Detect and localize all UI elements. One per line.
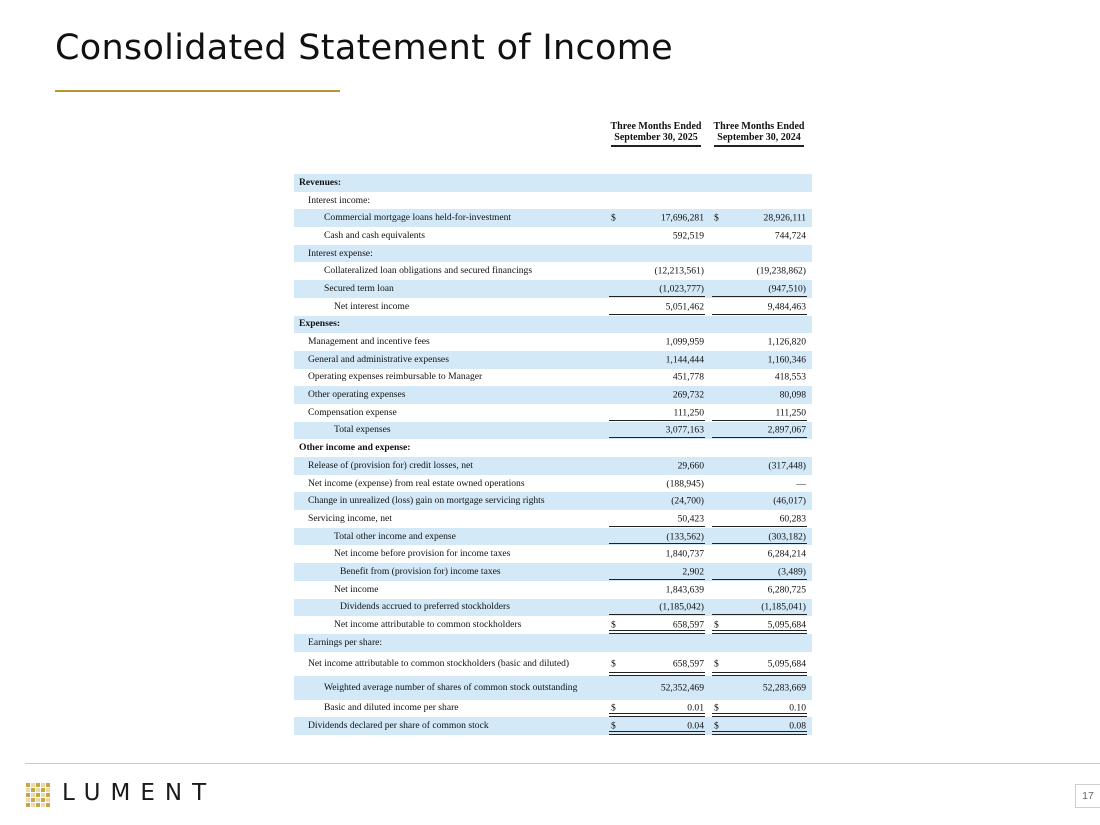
double-underline bbox=[609, 731, 705, 735]
single-underline bbox=[609, 420, 705, 421]
row-label: Dividends accrued to preferred stockholders bbox=[340, 601, 510, 613]
value-2025: 451,778 bbox=[672, 371, 704, 383]
single-underline bbox=[712, 579, 807, 580]
row-label: Other income and expense: bbox=[299, 441, 411, 453]
row-label: Dividends declared per share of common stock bbox=[308, 719, 489, 731]
value-2024: (3,489) bbox=[778, 566, 806, 578]
row-label: Change in unrealized (loss) gain on mortgage servicing rights bbox=[308, 494, 545, 506]
value-2025: 17,696,281 bbox=[660, 212, 704, 224]
row-label: Release of (provision for) credit losses, net bbox=[308, 459, 473, 471]
row-label: Operating expenses reimbursable to Manager bbox=[308, 371, 483, 383]
single-underline bbox=[712, 314, 807, 315]
value-2025: 658,597 bbox=[672, 658, 704, 670]
value-2024: 80,098 bbox=[779, 389, 806, 401]
table-row bbox=[294, 209, 812, 227]
table-row bbox=[294, 581, 812, 599]
value-2024: 28,926,111 bbox=[763, 212, 806, 224]
value-2025: (12,213,561) bbox=[654, 265, 704, 277]
value-2024: 5,095,684 bbox=[767, 658, 806, 670]
single-underline bbox=[609, 579, 705, 580]
row-label: Benefit from (provision for) income taxes bbox=[340, 565, 501, 577]
currency-symbol: $ bbox=[714, 212, 719, 224]
value-2025: 1,099,959 bbox=[665, 336, 704, 348]
table-row bbox=[294, 563, 812, 581]
value-2024: (947,510) bbox=[768, 283, 806, 295]
value-2024: 418,553 bbox=[774, 371, 806, 383]
single-underline bbox=[712, 437, 807, 438]
row-label: General and administrative expenses bbox=[308, 353, 449, 365]
currency-symbol: $ bbox=[611, 212, 616, 224]
value-2025: 1,843,639 bbox=[665, 584, 704, 596]
value-2024: (303,182) bbox=[768, 531, 806, 543]
value-2025: 29,660 bbox=[677, 460, 704, 472]
row-label: Management and incentive fees bbox=[308, 335, 430, 347]
currency-symbol: $ bbox=[714, 658, 719, 670]
table-row bbox=[294, 652, 812, 676]
row-label: Expenses: bbox=[299, 318, 341, 330]
value-2025: 5,051,462 bbox=[665, 301, 704, 313]
statement-rows bbox=[294, 174, 812, 735]
value-2025: 1,144,444 bbox=[665, 354, 704, 366]
table-row bbox=[294, 174, 812, 192]
table-row bbox=[294, 439, 812, 457]
table-row bbox=[294, 192, 812, 210]
table-row bbox=[294, 510, 812, 528]
table-row bbox=[294, 351, 812, 369]
value-2024: 9,484,463 bbox=[767, 301, 806, 313]
row-label: Collateralized loan obligations and secured financings bbox=[324, 265, 533, 277]
table-row bbox=[294, 316, 812, 334]
single-underline bbox=[609, 296, 705, 297]
value-2025: 0.04 bbox=[687, 720, 704, 732]
value-2024: — bbox=[796, 478, 806, 490]
title-underline bbox=[55, 90, 340, 92]
table-row bbox=[294, 333, 812, 351]
currency-symbol: $ bbox=[714, 720, 719, 732]
row-label: Net income bbox=[334, 583, 379, 595]
single-underline bbox=[609, 543, 705, 544]
value-2024: (1,185,041) bbox=[761, 601, 806, 613]
table-row bbox=[294, 245, 812, 263]
value-2024: 1,160,346 bbox=[767, 354, 806, 366]
row-label: Commercial mortgage loans held-for-investment bbox=[324, 211, 512, 223]
table-row bbox=[294, 280, 812, 298]
row-label: Net interest income bbox=[334, 300, 410, 312]
double-underline bbox=[712, 731, 807, 735]
value-2024: (46,017) bbox=[773, 495, 806, 507]
table-row bbox=[294, 475, 812, 493]
row-label: Net income attributable to common stockholders bbox=[334, 618, 522, 630]
value-2025: 111,250 bbox=[673, 407, 704, 419]
value-2024: 0.08 bbox=[789, 720, 806, 732]
table-row bbox=[294, 528, 812, 546]
row-label: Revenues: bbox=[299, 176, 342, 188]
value-2025: 658,597 bbox=[672, 619, 704, 631]
table-row bbox=[294, 369, 812, 387]
table-row bbox=[294, 717, 812, 735]
table-row bbox=[294, 298, 812, 316]
value-2025: 2,902 bbox=[682, 566, 704, 578]
table-row bbox=[294, 599, 812, 617]
table-row bbox=[294, 422, 812, 440]
page-title: Consolidated Statement of Income bbox=[55, 28, 673, 68]
value-2025: (188,945) bbox=[666, 478, 704, 490]
currency-symbol: $ bbox=[714, 619, 719, 631]
currency-symbol: $ bbox=[714, 702, 719, 714]
table-row bbox=[294, 386, 812, 404]
value-2024: 60,283 bbox=[779, 513, 806, 525]
value-2024: 111,250 bbox=[775, 407, 806, 419]
row-label: Total other income and expense bbox=[334, 530, 456, 542]
row-label: Secured term loan bbox=[324, 282, 394, 294]
value-2025: (133,562) bbox=[666, 531, 704, 543]
footer-divider bbox=[25, 763, 1100, 764]
value-2025: 3,077,163 bbox=[665, 424, 704, 436]
table-row bbox=[294, 457, 812, 475]
value-2024: 6,280,725 bbox=[767, 584, 806, 596]
single-underline bbox=[609, 314, 705, 315]
table-row bbox=[294, 262, 812, 280]
single-underline bbox=[712, 614, 807, 615]
row-label: Net income attributable to common stockholders (basic and diluted) bbox=[308, 657, 570, 669]
value-2024: (317,448) bbox=[768, 460, 806, 472]
lument-logo-icon bbox=[26, 783, 50, 807]
value-2024: 0.10 bbox=[789, 702, 806, 714]
currency-symbol: $ bbox=[611, 702, 616, 714]
currency-symbol: $ bbox=[611, 720, 616, 732]
row-label: Basic and diluted income per share bbox=[324, 702, 459, 714]
value-2025: 50,423 bbox=[677, 513, 704, 525]
page-number: 17 bbox=[1075, 784, 1100, 808]
single-underline bbox=[712, 296, 807, 297]
row-label: Earnings per share: bbox=[308, 636, 383, 648]
value-2024: 2,897,067 bbox=[767, 424, 806, 436]
value-2024: 52,283,669 bbox=[762, 682, 806, 694]
row-label: Compensation expense bbox=[308, 406, 397, 418]
row-label: Servicing income, net bbox=[308, 512, 392, 524]
value-2025: 1,840,737 bbox=[665, 548, 704, 560]
table-row bbox=[294, 616, 812, 634]
table-row bbox=[294, 700, 812, 718]
row-label: Cash and cash equivalents bbox=[324, 229, 425, 241]
single-underline bbox=[609, 614, 705, 615]
single-underline bbox=[712, 543, 807, 544]
row-label: Interest expense: bbox=[308, 247, 373, 259]
income-statement-table bbox=[294, 118, 812, 735]
row-label: Net income before provision for income taxes bbox=[334, 548, 511, 560]
row-label: Net income (expense) from real estate owned operations bbox=[308, 477, 525, 489]
table-row bbox=[294, 676, 812, 700]
table-row bbox=[294, 404, 812, 422]
currency-symbol: $ bbox=[611, 658, 616, 670]
row-label: Weighted average number of shares of common stock outstanding bbox=[324, 681, 578, 693]
table-row bbox=[294, 545, 812, 563]
column-header-2025: Three Months Ended September 30, 2025 bbox=[607, 121, 705, 143]
value-2025: 269,732 bbox=[672, 389, 704, 401]
value-2024: 1,126,820 bbox=[767, 336, 806, 348]
single-underline bbox=[609, 437, 705, 438]
lument-logo-text: LUMENT bbox=[62, 780, 217, 806]
value-2024: (19,238,862) bbox=[756, 265, 806, 277]
table-row bbox=[294, 492, 812, 510]
single-underline bbox=[712, 526, 807, 527]
value-2025: 0.01 bbox=[687, 702, 704, 714]
row-label: Other operating expenses bbox=[308, 388, 406, 400]
value-2025: 52,352,469 bbox=[660, 682, 704, 694]
row-label: Interest income: bbox=[308, 194, 371, 206]
value-2025: 592,519 bbox=[672, 230, 704, 242]
currency-symbol: $ bbox=[611, 619, 616, 631]
table-row bbox=[294, 227, 812, 245]
value-2024: 5,095,684 bbox=[767, 619, 806, 631]
column-headers bbox=[294, 118, 812, 158]
table-row bbox=[294, 634, 812, 652]
value-2025: (1,023,777) bbox=[659, 283, 704, 295]
value-2025: (1,185,042) bbox=[659, 601, 704, 613]
row-label: Total expenses bbox=[334, 424, 391, 436]
value-2024: 6,284,214 bbox=[767, 548, 806, 560]
value-2025: (24,700) bbox=[671, 495, 704, 507]
value-2024: 744,724 bbox=[774, 230, 806, 242]
column-header-2024: Three Months Ended September 30, 2024 bbox=[710, 121, 808, 143]
single-underline bbox=[609, 526, 705, 527]
single-underline bbox=[712, 420, 807, 421]
